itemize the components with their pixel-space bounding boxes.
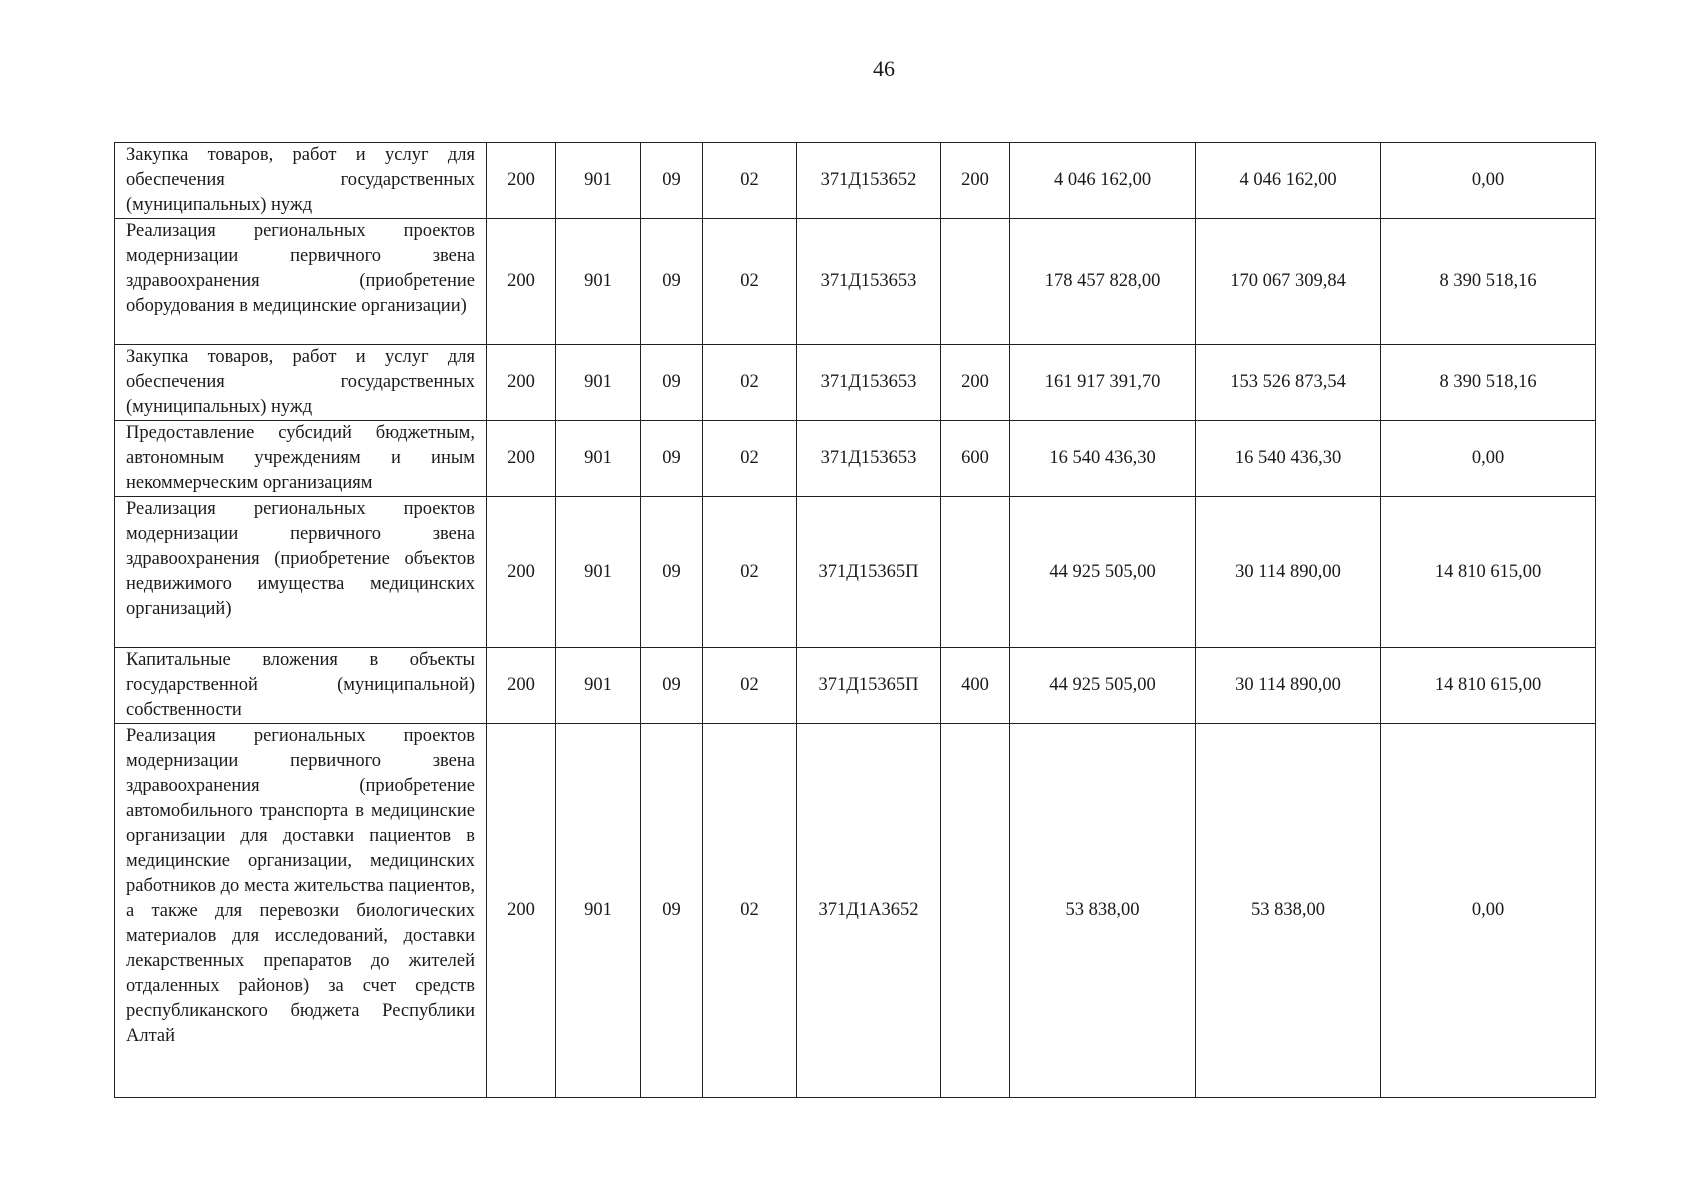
row-target-code: 371Д1А3652 bbox=[797, 724, 941, 1098]
row-code-4: 02 bbox=[703, 143, 797, 219]
row-value-2: 4 046 162,00 bbox=[1196, 143, 1381, 219]
row-code-3: 09 bbox=[641, 421, 703, 497]
row-expense-type: 200 bbox=[941, 143, 1010, 219]
row-value-3: 14 810 615,00 bbox=[1381, 648, 1596, 724]
row-code-4: 02 bbox=[703, 345, 797, 421]
row-code-1: 200 bbox=[487, 421, 556, 497]
row-code-4: 02 bbox=[703, 219, 797, 345]
row-target-code: 371Д153653 bbox=[797, 345, 941, 421]
row-description: Капитальные вложения в объекты государственной (муниципальной) собственности bbox=[115, 648, 487, 724]
row-value-1: 16 540 436,30 bbox=[1010, 421, 1196, 497]
row-value-2: 30 114 890,00 bbox=[1196, 497, 1381, 648]
table-row bbox=[115, 724, 1596, 1098]
row-expense-type: 400 bbox=[941, 648, 1010, 724]
row-description: Реализация региональных проектов модернизации первичного звена здравоохранения (приобретение объектов недвижимого имущества медицинских организаций) bbox=[115, 497, 487, 648]
row-code-1: 200 bbox=[487, 345, 556, 421]
row-expense-type: 200 bbox=[941, 345, 1010, 421]
row-expense-type bbox=[941, 219, 1010, 345]
row-code-4: 02 bbox=[703, 648, 797, 724]
budget-table bbox=[114, 142, 1596, 1098]
table-row bbox=[115, 648, 1596, 724]
row-code-1: 200 bbox=[487, 219, 556, 345]
table-row bbox=[115, 421, 1596, 497]
row-code-1: 200 bbox=[487, 648, 556, 724]
row-description: Предоставление субсидий бюджетным, автономным учреждениям и иным некоммерческим организациям bbox=[115, 421, 487, 497]
row-code-2: 901 bbox=[556, 143, 641, 219]
row-description: Закупка товаров, работ и услуг для обеспечения государственных (муниципальных) нужд bbox=[115, 345, 487, 421]
row-code-3: 09 bbox=[641, 724, 703, 1098]
row-code-4: 02 bbox=[703, 724, 797, 1098]
row-value-3: 8 390 518,16 bbox=[1381, 219, 1596, 345]
row-code-4: 02 bbox=[703, 421, 797, 497]
row-value-3: 0,00 bbox=[1381, 143, 1596, 219]
row-code-3: 09 bbox=[641, 648, 703, 724]
row-target-code: 371Д153653 bbox=[797, 219, 941, 345]
row-value-3: 0,00 bbox=[1381, 724, 1596, 1098]
row-value-2: 170 067 309,84 bbox=[1196, 219, 1381, 345]
row-value-1: 178 457 828,00 bbox=[1010, 219, 1196, 345]
row-target-code: 371Д15365П bbox=[797, 497, 941, 648]
row-code-3: 09 bbox=[641, 219, 703, 345]
row-code-2: 901 bbox=[556, 648, 641, 724]
row-value-3: 8 390 518,16 bbox=[1381, 345, 1596, 421]
table-row bbox=[115, 219, 1596, 345]
table-row bbox=[115, 143, 1596, 219]
row-value-1: 4 046 162,00 bbox=[1010, 143, 1196, 219]
row-code-2: 901 bbox=[556, 421, 641, 497]
row-description: Реализация региональных проектов модернизации первичного звена здравоохранения (приобретение автомобильного транспорта в медицинские организации для доставки пациентов в медицинские организации, медицинских работников до места жительства пациентов, а также для перевозки биологических материалов для исследований, доставки лекарственных препаратов до жителей отдаленных районов) за счет средств республиканского бюджета Республики Алтай bbox=[115, 724, 487, 1098]
row-code-2: 901 bbox=[556, 219, 641, 345]
row-expense-type: 600 bbox=[941, 421, 1010, 497]
row-value-2: 153 526 873,54 bbox=[1196, 345, 1381, 421]
row-description: Реализация региональных проектов модернизации первичного звена здравоохранения (приобретение оборудования в медицинские организации) bbox=[115, 219, 487, 345]
row-target-code: 371Д153653 bbox=[797, 421, 941, 497]
row-value-1: 44 925 505,00 bbox=[1010, 497, 1196, 648]
row-expense-type bbox=[941, 497, 1010, 648]
row-code-1: 200 bbox=[487, 724, 556, 1098]
row-code-2: 901 bbox=[556, 497, 641, 648]
row-value-2: 16 540 436,30 bbox=[1196, 421, 1381, 497]
row-target-code: 371Д15365П bbox=[797, 648, 941, 724]
page-number: 46 bbox=[873, 56, 895, 81]
row-target-code: 371Д153652 bbox=[797, 143, 941, 219]
row-value-1: 161 917 391,70 bbox=[1010, 345, 1196, 421]
row-code-3: 09 bbox=[641, 143, 703, 219]
row-value-1: 44 925 505,00 bbox=[1010, 648, 1196, 724]
row-value-1: 53 838,00 bbox=[1010, 724, 1196, 1098]
table-row bbox=[115, 345, 1596, 421]
row-code-1: 200 bbox=[487, 497, 556, 648]
row-code-2: 901 bbox=[556, 724, 641, 1098]
row-code-3: 09 bbox=[641, 345, 703, 421]
row-value-3: 0,00 bbox=[1381, 421, 1596, 497]
row-description: Закупка товаров, работ и услуг для обеспечения государственных (муниципальных) нужд bbox=[115, 143, 487, 219]
row-value-2: 30 114 890,00 bbox=[1196, 648, 1381, 724]
row-code-1: 200 bbox=[487, 143, 556, 219]
table-row bbox=[115, 497, 1596, 648]
row-value-3: 14 810 615,00 bbox=[1381, 497, 1596, 648]
row-code-3: 09 bbox=[641, 497, 703, 648]
row-code-2: 901 bbox=[556, 345, 641, 421]
row-expense-type bbox=[941, 724, 1010, 1098]
row-code-4: 02 bbox=[703, 497, 797, 648]
row-value-2: 53 838,00 bbox=[1196, 724, 1381, 1098]
